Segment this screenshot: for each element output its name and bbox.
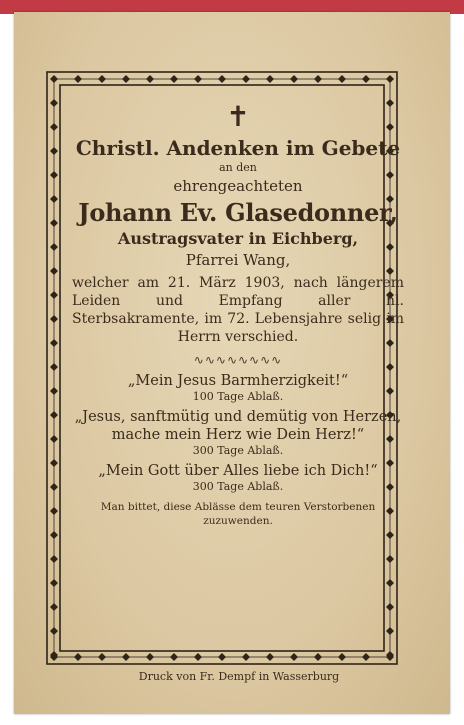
border-diamond [266, 653, 274, 661]
border-diamond [50, 579, 58, 587]
border-diamond [50, 267, 58, 275]
border-diamond [242, 75, 250, 83]
border-diamond [50, 459, 58, 467]
border-diamond [50, 291, 58, 299]
border-diamond [386, 603, 394, 611]
border-diamond [50, 435, 58, 443]
border-diamond [266, 75, 274, 83]
border-diamond [50, 507, 58, 515]
border-diamond [50, 411, 58, 419]
heading: Christl. Andenken im Gebete [75, 136, 401, 160]
border-diamond [338, 653, 346, 661]
deceased-name: Johann Ev. Glasedonner, [78, 198, 398, 227]
prayer-2: „Jesus, sanftmütig und demütig von Herzen, mache mein Herz wie Dein Herz!“ [74, 409, 402, 443]
indulgence-1: 100 Tage Ablaß. [192, 390, 284, 403]
printer-imprint: Druck von Fr. Dempf in Wasserburg [138, 670, 340, 683]
border-diamond [242, 653, 250, 661]
deceased-title: Austragsvater in Eichberg, [117, 229, 359, 248]
epithet: ehrengeachteten [173, 177, 303, 195]
border-diamond [50, 315, 58, 323]
border-diamond [50, 171, 58, 179]
border-diamond [290, 653, 298, 661]
an-den: an den [219, 161, 257, 174]
parish: Pfarrei Wang, [185, 251, 291, 269]
border-diamond [50, 531, 58, 539]
indulgence-2: 300 Tage Ablaß. [192, 444, 284, 457]
card-text [72, 102, 404, 528]
border-diamond [50, 243, 58, 251]
border-diamond [194, 653, 202, 661]
border-diamond [50, 483, 58, 491]
border-diamond [386, 531, 394, 539]
border-diamond [98, 653, 106, 661]
border-diamond [362, 653, 370, 661]
border-diamond [218, 75, 226, 83]
border-diamond [314, 75, 322, 83]
border-diamond [50, 75, 58, 83]
border-diamond [50, 123, 58, 131]
border-diamond [50, 195, 58, 203]
death-text: welcher am 21. März 1903, nach längerem Leiden und Empfang aller hl. Sterbsakramente, im 72. Lebensjahre selig im Herrn verschied. [72, 275, 404, 345]
border-diamond [194, 75, 202, 83]
cross-icon: ✝ [226, 100, 250, 133]
border-diamond [50, 387, 58, 395]
border-diamond [50, 555, 58, 563]
border-diamond [146, 653, 154, 661]
border-diamond [50, 603, 58, 611]
indulgence-3: 300 Tage Ablaß. [192, 480, 284, 493]
border-diamond [122, 653, 130, 661]
request-note: Man bittet, diese Ablässe dem teuren Verstorbenen zuzuwenden. [100, 501, 376, 527]
border-diamond [50, 339, 58, 347]
border-diamond [386, 627, 394, 635]
border-diamond [122, 75, 130, 83]
prayer-1: „Mein Jesus Barmherzigkeit!“ [127, 373, 349, 389]
border-diamond [50, 219, 58, 227]
border-diamond [386, 579, 394, 587]
border-diamond [170, 653, 178, 661]
border-diamond [74, 653, 82, 661]
border-diamond [218, 653, 226, 661]
border-diamond [314, 653, 322, 661]
border-diamond [50, 99, 58, 107]
border-diamond [98, 75, 106, 83]
border-diamond [290, 75, 298, 83]
border-diamond [386, 555, 394, 563]
prayer-3: „Mein Gott über Alles liebe ich Dich!“ [98, 463, 378, 479]
border-diamond [338, 75, 346, 83]
border-diamond [170, 75, 178, 83]
border-diamond [74, 75, 82, 83]
border-diamond [386, 75, 394, 83]
border-diamond [50, 147, 58, 155]
border-diamond [50, 627, 58, 635]
border-diamond [146, 75, 154, 83]
prayer-card [14, 12, 450, 714]
border-diamond [362, 75, 370, 83]
ornament-divider: ∿∿∿∿∿∿∿∿ [193, 353, 283, 367]
border-diamond [50, 363, 58, 371]
